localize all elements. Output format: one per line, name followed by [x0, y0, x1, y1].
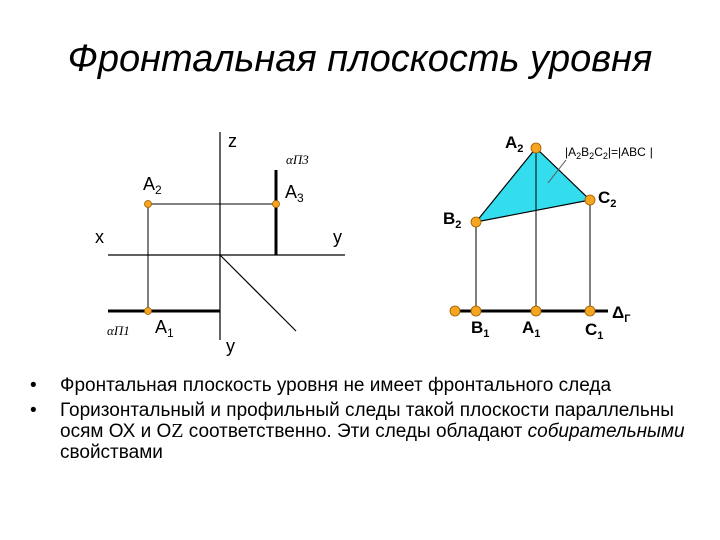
a2-label-right: $A_2$ [505, 133, 524, 155]
triangle-abc-frontal [476, 148, 590, 222]
b1-label-right: $B_1$ [471, 318, 490, 340]
left-epure [95, 131, 345, 356]
c1-label-right: $C_1$ [585, 320, 604, 342]
y-right-label: y [333, 227, 342, 247]
bullet-dot: • [30, 400, 37, 421]
point-a1-right [531, 306, 541, 316]
point-a1-left [145, 308, 152, 315]
right-epure [443, 133, 653, 342]
point-a2-left [145, 201, 152, 208]
point-start-delta [450, 306, 460, 316]
bullet-dot: • [30, 375, 37, 396]
point-a3-left [273, 201, 280, 208]
c2-label-right: $C_2$ [598, 188, 617, 210]
delta-label: $\Delta_Г$ [612, 303, 631, 325]
equality-annotation: $|A_2B_2C_2|=|ABC$ | [565, 145, 653, 161]
a1-label-left: $A_1$ [155, 317, 174, 340]
bullet-text-1: Фронтальная плоскость уровня не имеет фронтального следа [60, 375, 612, 396]
b2-label-right: $B_2$ [443, 209, 462, 231]
slide-title: Фронтальная плоскость уровня [67, 38, 653, 80]
bullet-list [28, 375, 688, 467]
a2-label-left: $A_2$ [143, 174, 162, 197]
alpha-p1-label: αП1 [107, 323, 130, 338]
point-c1-right [585, 306, 595, 316]
point-b1-right [471, 306, 481, 316]
z-label: z [228, 131, 237, 151]
point-a2-right [531, 143, 541, 153]
bullet-item [28, 400, 688, 463]
y-bottom-label: y [226, 336, 235, 356]
alpha-p3-label: αП3 [286, 152, 309, 167]
constant-line [220, 255, 296, 331]
a3-label-left: $A_3$ [285, 182, 304, 205]
a1-label-right: $A_1$ [522, 318, 541, 340]
bullet-item [28, 375, 688, 396]
point-b2-right [471, 217, 481, 227]
bullet-text-2: Горизонтальный и профильный следы такой плоскости параллельны осям ОХ и ОZ соответственно. Эти следы обладают собирательными свойствами [60, 400, 685, 463]
x-label: x [95, 227, 104, 247]
point-c2-right [585, 195, 595, 205]
